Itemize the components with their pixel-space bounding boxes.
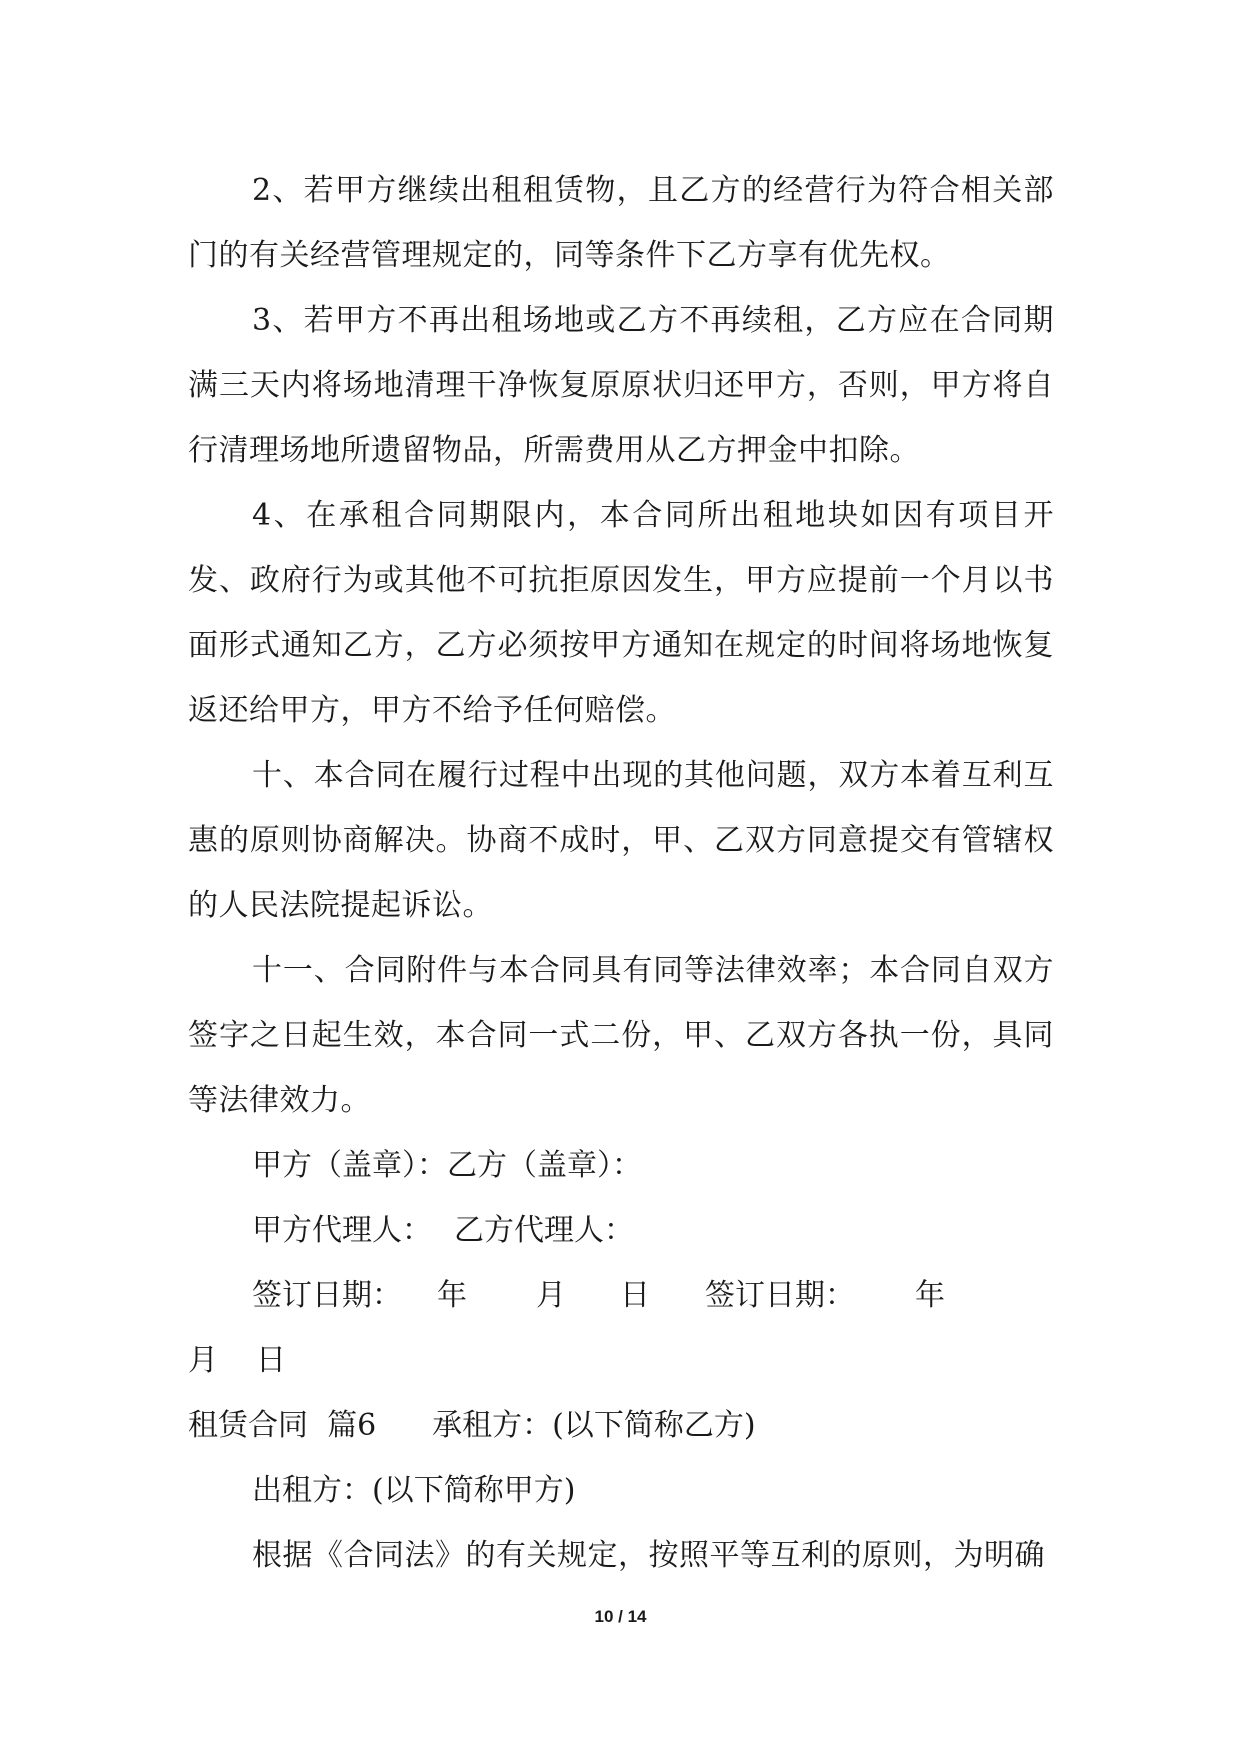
page-number: 10 / 14 (594, 1607, 647, 1626)
section-6-intro: 根据《合同法》的有关规定，按照平等互利的原则，为明确 (252, 1538, 1045, 1573)
paragraph-clause-4: 4、在承租合同期限内，本合同所出租地块如因有项目开发、政府行为或其他不可抗拒原因发生，甲方应提前一个月以书面形式通知乙方，乙方必须按甲方通知在规定的时间将场地恢复返还给甲方，甲方不给予任何赔偿。 (188, 498, 1054, 728)
section-6-title: 租赁合同 篇6 (188, 1408, 377, 1443)
lessee-line: 承租方：(以下简称乙方) (432, 1408, 756, 1443)
signing-date-month-a: 月 (536, 1278, 566, 1313)
signing-date-year-b: 年 (915, 1278, 945, 1313)
signing-date-year-a: 年 (437, 1278, 467, 1313)
signing-date-label-a: 签订日期： (252, 1278, 402, 1313)
signing-date-line-continued (188, 1328, 1054, 1393)
section-6-heading-line (188, 1393, 1054, 1458)
paragraph-clause-2: 2、若甲方继续出租租赁物，且乙方的经营行为符合相关部门的有关经营管理规定的，同等条件下乙方享有优先权。 (188, 173, 1054, 273)
signing-date-line (188, 1263, 1054, 1328)
signing-date-day-b: 日 (256, 1343, 286, 1378)
lessor-line: 出租方：(以下简称甲方) (252, 1473, 576, 1508)
paragraph-clause-10: 十、本合同在履行过程中出现的其他问题，双方本着互利互惠的原则协商解决。协商不成时，甲、乙双方同意提交有管辖权的人民法院提起诉讼。 (188, 758, 1054, 923)
signing-date-day-a: 日 (620, 1278, 650, 1313)
seal-line: 甲方（盖章）：乙方（盖章）： (252, 1148, 642, 1183)
agent-party-b-label: 乙方代理人： (454, 1213, 634, 1248)
agent-party-a-label: 甲方代理人： (252, 1213, 432, 1248)
paragraph-clause-3: 3、若甲方不再出租场地或乙方不再续租，乙方应在合同期满三天内将场地清理干净恢复原原状归还甲方，否则，甲方将自行清理场地所遗留物品，所需费用从乙方押金中扣除。 (188, 303, 1054, 468)
signing-date-label-b: 签订日期： (705, 1278, 855, 1313)
document-body (188, 158, 1054, 1588)
paragraph-clause-11: 十一、合同附件与本合同具有同等法律效率；本合同自双方签字之日起生效，本合同一式二份，甲、乙双方各执一份，具同等法律效力。 (188, 953, 1054, 1118)
signing-date-month-b: 月 (188, 1343, 218, 1378)
agent-line (188, 1198, 1054, 1263)
